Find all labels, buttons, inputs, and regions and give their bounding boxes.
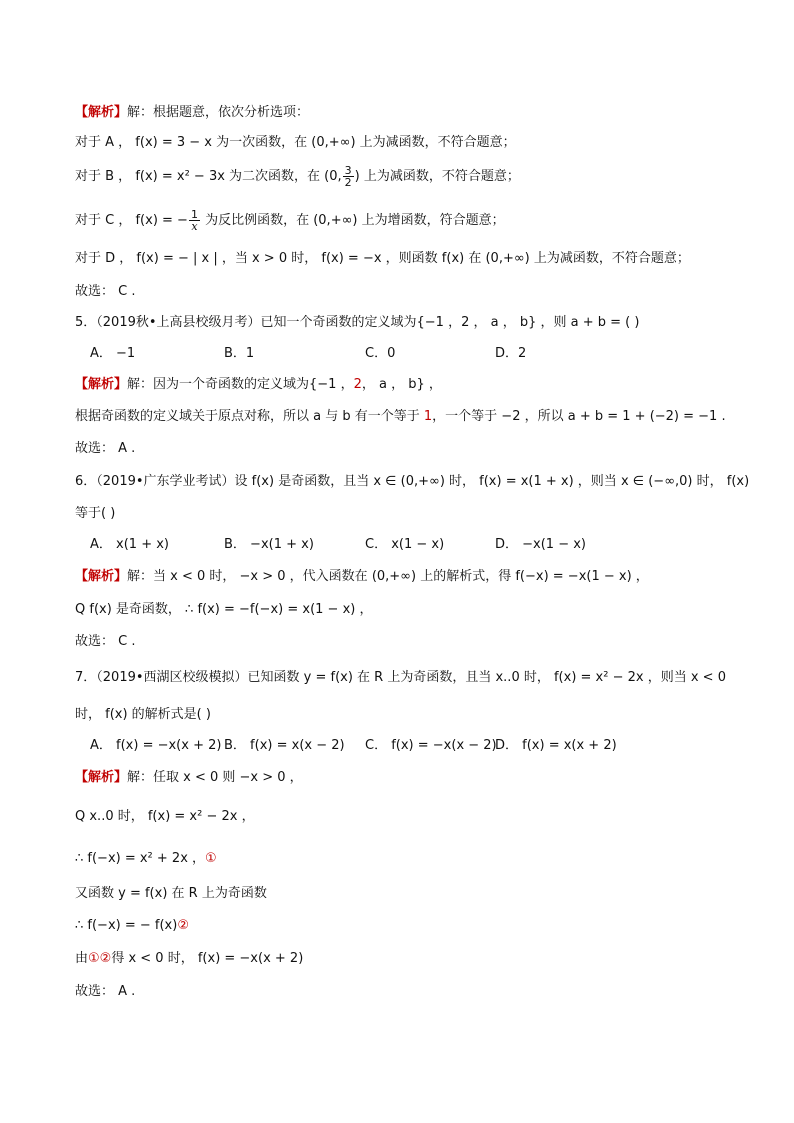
q7-answer: 故选： A . (75, 984, 136, 999)
q6-answer: 故选： C . (75, 634, 136, 649)
q7-analysis-line-1: 【解析】解：任取 x < 0 则 −x > 0 ， (75, 770, 303, 785)
q7-analysis-line-4: 又函数 y = f(x) 在 R 上为奇函数 (75, 886, 267, 901)
question-7-stem-line-2: 时， f(x) 的解析式是( ) (75, 707, 211, 722)
analysis-text: 解：根据题意，依次分析选项： (127, 105, 310, 120)
fraction-one-over-x: $\frac{1}{x}$ (190, 208, 198, 233)
analysis-line (75, 104, 309, 122)
circled-marks: ①② (88, 951, 112, 966)
q5-answer: 故选： A . (75, 441, 136, 456)
circled-two-mark: ② (177, 918, 189, 933)
option-c-analysis: 对于 C ， f(x) = − $\frac{1}{x}$ 为反比例函数，在 (0,+∞) 上为增函数，符合题意； (75, 208, 505, 233)
q6-option-b: B． −x(1 + x) (224, 537, 314, 552)
q5-option-c: C．0 (365, 346, 396, 361)
q6-option-a: A． x(1 + x) (90, 537, 169, 552)
q7-analysis-line-3: ∴ f(−x) = x² + 2x ，① (75, 851, 217, 866)
option-b-analysis: 对于 B ， f(x) = x² − 3x 为二次函数，在 (0, $\frac{3}{2}$ ) 上为减函数，不符合题意； (75, 164, 520, 189)
circled-one-mark: ① (205, 851, 217, 866)
q7-option-c: C． f(x) = −x(x − 2) (365, 738, 497, 753)
option-a-analysis: 对于 A ， f(x) = 3 − x 为一次函数，在 (0,+∞) 上为减函数，不符合题意； (75, 135, 516, 150)
q5-option-a: A． −1 (90, 346, 136, 361)
q7-option-b: B． f(x) = x(x − 2) (224, 738, 345, 753)
q6-analysis-line-2: Q f(x) 是奇函数， ∴ f(x) = −f(−x) = x(1 − x) ， (75, 602, 373, 617)
question-7-stem-line-1: 7．（2019•西湖区校级模拟）已知函数 y = f(x) 在 R 上为奇函数，且当 x..0 时， f(x) = x² − 2x ，则当 x < 0 (75, 670, 726, 685)
answer-line: 故选： C . (75, 284, 136, 299)
option-d-analysis: 对于 D ， f(x) = − | x | ，当 x > 0 时， f(x) = −x ，则函数 f(x) 在 (0,+∞) 上为减函数，不符合题意； (75, 251, 690, 266)
q5-analysis-line-1: 【解析】解：因为一个奇函数的定义域为{−1 ，2， a ， b} ， (75, 377, 442, 392)
question-5-stem: 5．（2019秋•上高县校级月考）已知一个奇函数的定义域为{−1 ，2 ， a ， b} ，则 a + b = ( ) (75, 315, 640, 330)
q5-option-d: D．2 (495, 346, 527, 361)
q7-analysis-line-5: ∴ f(−x) = − f(x)② (75, 918, 189, 933)
q7-analysis-line-2: Q x..0 时， f(x) = x² − 2x ， (75, 809, 255, 824)
q7-option-d: D． f(x) = x(x + 2) (495, 738, 617, 753)
q7-option-a: A． f(x) = −x(x + 2) (90, 738, 222, 753)
q5-option-b: B．1 (224, 346, 255, 361)
analysis-tag: 【解析】 (75, 105, 128, 120)
q6-option-c: C． x(1 − x) (365, 537, 445, 552)
question-6-stem-line-2: 等于( ) (75, 506, 116, 521)
question-6-stem-line-1: 6．（2019•广东学业考试）设 f(x) 是奇函数，且当 x ∈ (0,+∞) 时， f(x) = x(1 + x) ，则当 x ∈ (−∞,0) 时， f(x) (75, 474, 750, 489)
fraction-three-halves: $\frac{3}{2}$ (344, 164, 352, 189)
q7-analysis-line-6: 由①②得 x < 0 时， f(x) = −x(x + 2) (75, 951, 304, 966)
q6-analysis-line-1: 【解析】解：当 x < 0 时， −x > 0 ，代入函数在 (0,+∞) 上的解析式，得 f(−x) = −x(1 − x) ， (75, 569, 649, 584)
q5-analysis-line-2: 根据奇函数的定义域关于原点对称，所以 a 与 b 有一个等于 1，一个等于 −2 ，所以 a + b = 1 + (−2) = −1 . (75, 409, 726, 424)
q6-option-d: D． −x(1 − x) (495, 537, 586, 552)
